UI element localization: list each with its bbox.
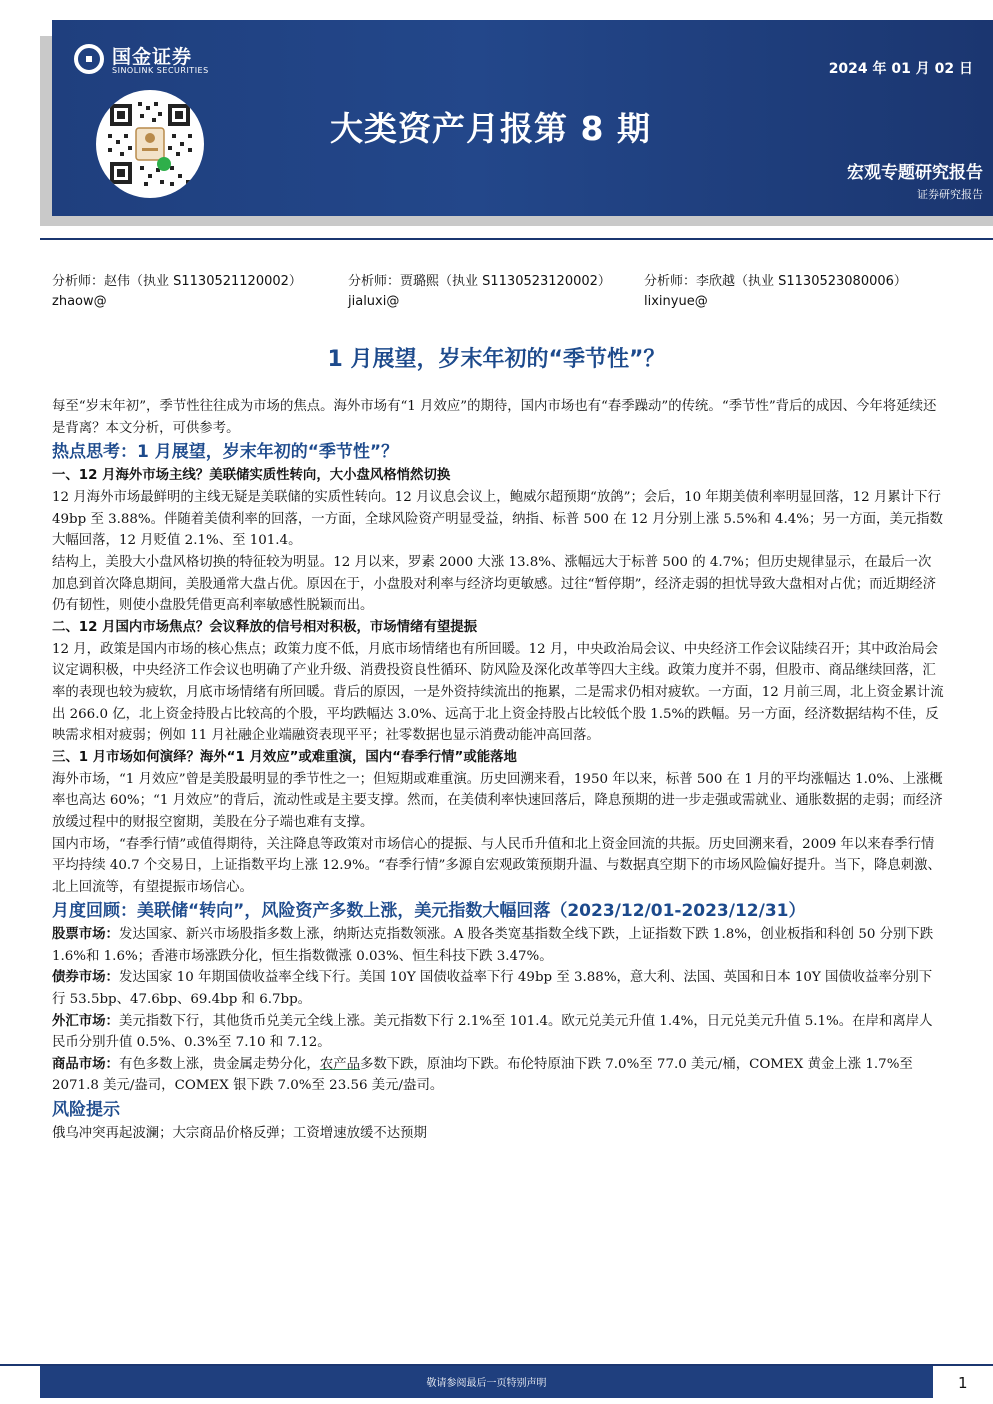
review-label: 债券市场： [52, 970, 119, 986]
review-bond [52, 967, 944, 1010]
analyst-email[interactable]: lixinyue@ [644, 294, 708, 309]
qr-code-icon [96, 90, 204, 198]
logo-name-cn: 国金证券 [112, 46, 193, 68]
monthly-review-heading: 月度回顾：美联储“转向”，风险资产多数上涨，美元指数大幅回落（2023/12/01-2023/12/31） [52, 901, 806, 922]
review-label: 股票市场： [52, 927, 119, 943]
analyst-email[interactable]: jialuxi@ [348, 294, 400, 309]
review-commodity [52, 1054, 944, 1097]
review-text: 有色多数上涨，贵金属走势分化， [118, 1056, 320, 1072]
article-title: 1 月展望，岁末年初的“季节性”？ [327, 347, 666, 372]
logo-name-en: SINOLINK SECURITIES [112, 66, 209, 75]
footer-notice: 敬请参阅最后一页特别声明 [426, 1378, 547, 1389]
section-3-paragraph-1: 海外市场，“1 月效应”曾是美股最明显的季节性之一；但短期或难重演。历史回溯来看，1950 年以来，标普 500 在 1 月的平均涨幅达 1.0%、上涨概率也高达 60%；“1 月效应”的背后，流动性或是主要支撑。然而，在美债利率快速回落后，降息预期的进一步走强或需就业、通胀数据的走弱；而经济放缓过程中的财报空窗期，美股在分子端也难有支撑。 [52, 771, 943, 830]
review-stock [52, 924, 944, 967]
intro-paragraph: 每至“岁末年初”，季节性往往成为市场的焦点。海外市场有“1 月效应”的期待，国内市场也有“春季躁动”的传统。“季节性”背后的成因、今年将延续还是背离？本文分析，可供参考。 [52, 399, 937, 436]
analyst-label: 分析师：贾璐熙（执业 S1130523120002） [348, 274, 611, 289]
logo-mark-icon [74, 44, 104, 74]
report-title: 大类资产月报第 8 期 [330, 109, 651, 148]
company-logo [74, 42, 214, 78]
section-1-paragraph-1: 12 月海外市场最鲜明的主线无疑是美联储的实质性转向。12 月议息会议上，鲍威尔超预期“放鸽”；会后，10 年期美债利率明显回落，12 月累计下行 49bp 至 3.88%。伴随着美债利率的回落，一方面，全球风险资产明显受益，纳指、标普 500 在 12 月分别上涨 5.5%和 4.4%；另一方面，美元指数大幅回落，12 月贬值 2.1%、至 101.4。 [52, 490, 943, 549]
analyst-label: 分析师：赵伟（执业 S1130521120002） [52, 274, 302, 289]
review-label: 商品市场： [52, 1056, 119, 1072]
section-3-title: 三、1 月市场如何演绎？海外“1 月效应”或难重演，国内“春季行情”或能落地 [52, 749, 517, 765]
review-text: 美元指数下行，其他货币兑美元全线上涨。美元指数下行 2.1%至 101.4。欧元兑美元升值 1.4%，日元兑美元升值 5.1%。在岸和离岸人民币分别升值 0.5%、0.3%至 7.10 和 7.12。 [52, 1013, 933, 1051]
risk-heading: 风险提示 [52, 1100, 120, 1121]
analyst-3 [644, 272, 907, 312]
hot-topic-heading: 热点思考：1 月展望，岁末年初的“季节性”？ [52, 442, 399, 463]
review-label: 外汇市场： [52, 1013, 119, 1029]
section-1-paragraph-2: 结构上，美股大小盘风格切换的特征较为明显。12 月以来，罗素 2000 大涨 13.8%、涨幅远大于标普 500 的 4.7%；但历史规律显示，在最后一次加息到首次降息期间，美股通常大盘占优。原因在于，小盘股对利率与经济均更敏感。过往“暂停期”，经济走弱的担忧导致大盘相对占优；而近期经济仍有韧性，则使小盘股凭借更高利率敏感性脱颖而出。 [52, 554, 937, 614]
risk-text: 俄乌冲突再起波澜；大宗商品价格反弹；工资增速放缓不达预期 [52, 1126, 427, 1142]
analyst-email[interactable]: zhaow@ [52, 294, 107, 309]
review-text: 多数下跌，原油均下跌。布伦特原油下跌 7.0%至 77.0 美元/桶，COMEX 黄金上涨 1.7%至 2071.8 美元/盎司，COMEX 银下跌 7.0%至 23.56 美元/盎司。 [52, 1056, 913, 1094]
banner-divider [40, 238, 993, 240]
analyst-2 [348, 272, 611, 312]
review-text: 发达国家、新兴市场股指多数上涨，纳斯达克指数领涨。A 股各类宽基指数全线下跌，上证指数下跌 1.8%，创业板指和科创 50 分别下跌 1.6%和 1.6%；香港市场涨跌分化，恒生指数微涨 0.03%、恒生科技下跌 3.47%。 [52, 927, 934, 964]
report-subtype: 证券研究报告 [917, 188, 983, 201]
header-banner [0, 0, 993, 232]
section-1-title: 一、12 月海外市场主线？美联储实质性转向，大小盘风格悄然切换 [52, 468, 451, 484]
report-type: 宏观专题研究报告 [847, 163, 983, 183]
section-3-paragraph-2: 国内市场，“春季行情”或值得期待，关注降息等政策对市场信心的提振、与人民币升值和北上资金回流的共振。历史回溯来看，2009 年以来春季行情平均持续 40.7 个交易日，上证指数平均上涨 12.9%。“春季行情”多源自宏观政策预期升温、与数据真空期下的市场风险偏好提升。当下，降息刺激、北上回流等，有望提振市场信心。 [52, 836, 941, 895]
section-2-title: 二、12 月国内市场焦点？会议释放的信号相对积极，市场情绪有望提振 [52, 619, 478, 635]
page-number: 1 [958, 1374, 968, 1392]
analyst-label: 分析师：李欣越（执业 S1130523080006） [644, 274, 907, 289]
review-text: 发达国家 10 年期国债收益率全线下行。美国 10Y 国债收益率下行 49bp 至 3.88%，意大利、法国、英国和日本 10Y 国债收益率分别下行 53.5bp、47.6bp、69.4bp 和 6.7bp。 [52, 970, 933, 1008]
analyst-1 [52, 272, 302, 312]
review-text-underlined: 农产品 [319, 1056, 360, 1072]
article-body [52, 396, 944, 1145]
report-date: 2024 年 01 月 02 日 [828, 61, 973, 77]
section-2-paragraph-1: 12 月，政策是国内市场的核心焦点；政策力度不低，月底市场情绪也有所回暖。12 月，中央政治局会议、中央经济工作会议陆续召开；其中政治局会议定调积极，中央经济工作会议也明确了产业升级、消费投资良性循环、防风险及深化改革等四大主线。政策力度并不弱，但股市、商品继续回落，汇率的表现也较为疲软，月底市场情绪有所回暖。背后的原因，一是外资持续流出的拖累，二是需求仍相对疲软。一方面，12 月前三周，北上资金累计流出 266.0 亿，北上资金持股占比较高的个股，平均跌幅达 3.0%、远高于北上资金持股占比较低个股 1.5%的跌幅。另一方面，经济数据结构不佳，反映需求相对疲弱；例如 11 月社融企业端融资表现平平；社零数据也显示消费动能冲高回落。 [52, 641, 944, 744]
review-fx [52, 1011, 944, 1054]
